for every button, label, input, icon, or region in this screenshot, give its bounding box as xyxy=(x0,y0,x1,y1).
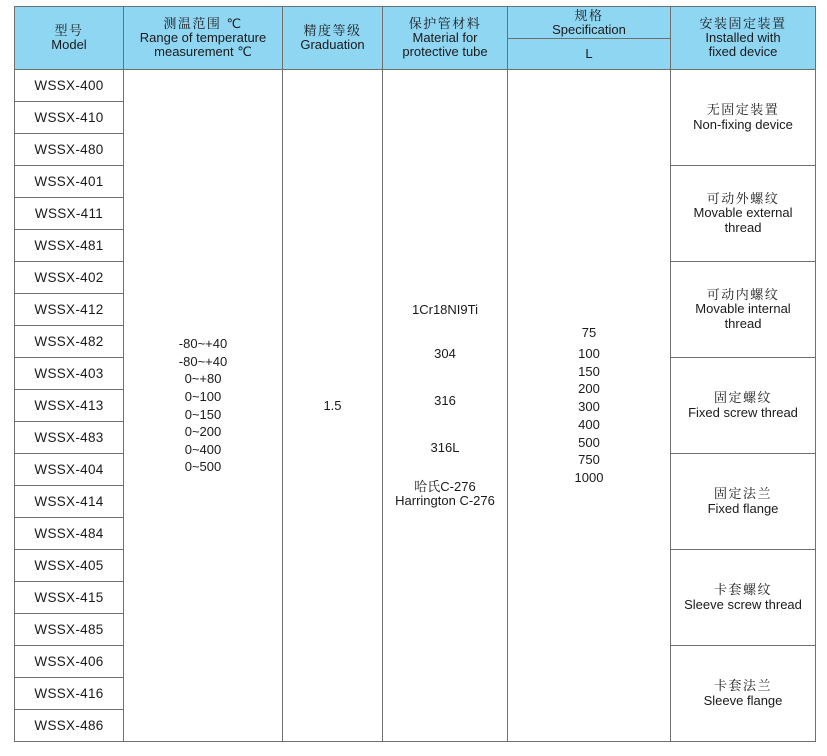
material-value: 哈氏C-276 xyxy=(414,479,476,494)
material-value: 304 xyxy=(434,346,456,361)
header-device-en2: fixed device xyxy=(708,44,778,59)
device-en: Fixed screw thread xyxy=(688,404,798,420)
device-cn: 可动内螺纹 xyxy=(706,286,780,302)
length-value: 100 xyxy=(578,345,600,361)
length-value: 300 xyxy=(578,399,600,415)
model-cell: WSSX-486 xyxy=(15,710,124,742)
device-cn: 固定法兰 xyxy=(713,486,772,501)
model-cell: WSSX-485 xyxy=(15,614,124,646)
header-spec-cn: 规格 xyxy=(574,7,604,23)
device-en2: thread xyxy=(724,315,762,331)
model-cell: WSSX-481 xyxy=(15,230,124,262)
device-en: Sleeve flange xyxy=(703,692,783,708)
model-cell: WSSX-414 xyxy=(15,486,124,518)
length-cell xyxy=(508,70,671,742)
model-cell: WSSX-415 xyxy=(15,582,124,614)
header-device xyxy=(671,7,816,70)
model-cell: WSSX-482 xyxy=(15,326,124,358)
material-value: 316 xyxy=(434,393,456,408)
header-spec-length: L xyxy=(508,39,671,70)
model-cell: WSSX-411 xyxy=(15,198,124,230)
device-en: Sleeve screw thread xyxy=(684,596,802,612)
range-value: 0~100 xyxy=(184,388,222,404)
range-value: -80~+40 xyxy=(178,353,228,369)
model-cell: WSSX-404 xyxy=(15,454,124,486)
header-range xyxy=(124,7,283,70)
device-cn: 可动外螺纹 xyxy=(706,190,780,206)
header-range-en1: Range of temperature xyxy=(139,30,267,45)
header-device-en1: Installed with xyxy=(705,30,781,45)
model-cell: WSSX-403 xyxy=(15,358,124,390)
model-cell: WSSX-402 xyxy=(15,262,124,294)
header-range-cn: 测温范围 ℃ xyxy=(163,16,243,31)
device-en: Non-fixing device xyxy=(693,116,793,132)
device-cell xyxy=(671,358,816,454)
length-value: 500 xyxy=(578,434,600,450)
header-material-cn: 保护管材料 xyxy=(408,16,482,31)
length-value: 400 xyxy=(578,416,600,432)
range-value: 0~400 xyxy=(184,441,222,457)
material-value: Harrington C-276 xyxy=(395,493,495,508)
length-value: 200 xyxy=(578,381,600,397)
device-cn: 固定螺纹 xyxy=(713,390,772,405)
device-cell xyxy=(671,70,816,166)
model-cell: WSSX-405 xyxy=(15,550,124,582)
device-cn: 无固定装置 xyxy=(706,102,780,117)
model-cell: WSSX-416 xyxy=(15,678,124,710)
specification-table xyxy=(14,6,816,742)
header-specification xyxy=(508,7,671,39)
range-value: 0~200 xyxy=(184,424,222,440)
range-value: 0~500 xyxy=(184,459,222,475)
model-cell: WSSX-412 xyxy=(15,294,124,326)
device-en: Fixed flange xyxy=(707,500,779,516)
model-cell: WSSX-401 xyxy=(15,166,124,198)
device-cell xyxy=(671,454,816,550)
device-cell xyxy=(671,262,816,358)
length-value: 1000 xyxy=(574,470,604,486)
model-cell: WSSX-410 xyxy=(15,102,124,134)
header-model-cn: 型号 xyxy=(54,23,84,38)
device-cn: 卡套螺纹 xyxy=(713,582,772,597)
length-value: 750 xyxy=(578,452,600,468)
header-device-cn: 安装固定装置 xyxy=(699,16,787,31)
material-value: 1Cr18NI9Ti xyxy=(412,302,478,317)
range-value: 0~150 xyxy=(184,406,222,422)
header-model-en: Model xyxy=(51,37,87,52)
header-range-en2: measurement ℃ xyxy=(154,44,252,59)
header-material xyxy=(383,7,508,70)
model-cell: WSSX-413 xyxy=(15,390,124,422)
model-cell: WSSX-480 xyxy=(15,134,124,166)
device-en2: thread xyxy=(724,219,762,235)
model-cell: WSSX-406 xyxy=(15,646,124,678)
model-cell: WSSX-400 xyxy=(15,70,124,102)
range-cell xyxy=(124,70,283,742)
header-graduation-en: Graduation xyxy=(300,37,365,52)
header-graduation xyxy=(283,7,383,70)
length-value: 150 xyxy=(578,363,600,379)
length-value: 75 xyxy=(581,324,597,340)
header-material-en2: protective tube xyxy=(402,44,488,59)
device-cn: 卡套法兰 xyxy=(713,678,772,693)
model-cell: WSSX-484 xyxy=(15,518,124,550)
device-en: Movable external xyxy=(693,205,793,221)
device-en: Movable internal xyxy=(695,301,791,317)
header-spec-en: Specification xyxy=(552,21,626,37)
header-model xyxy=(15,7,124,70)
header-graduation-cn: 精度等级 xyxy=(303,23,362,38)
graduation-cell: 1.5 xyxy=(283,70,383,742)
material-cell xyxy=(383,70,508,742)
material-value: 316L xyxy=(430,440,460,455)
device-cell xyxy=(671,646,816,742)
header-material-en1: Material for xyxy=(412,30,478,45)
range-value: -80~+40 xyxy=(178,336,228,352)
model-cell: WSSX-483 xyxy=(15,422,124,454)
device-cell xyxy=(671,166,816,262)
device-cell xyxy=(671,550,816,646)
range-value: 0~+80 xyxy=(184,371,222,387)
